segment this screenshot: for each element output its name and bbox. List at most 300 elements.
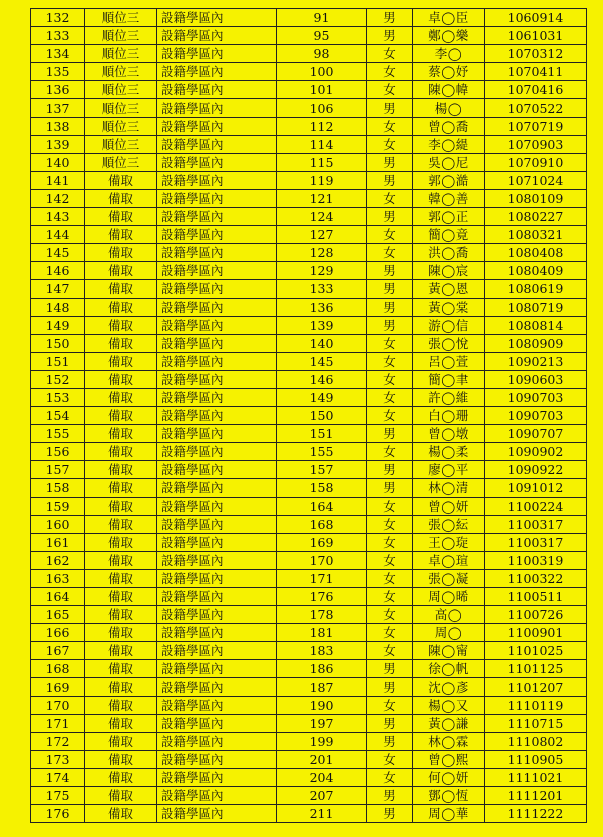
birth-date-cell: 1090603: [485, 370, 587, 388]
student-name-cell: 高◯: [413, 606, 485, 624]
row-number-cell: 173: [31, 750, 85, 768]
birth-date-cell: 1070719: [485, 117, 587, 135]
row-number-cell: 169: [31, 678, 85, 696]
student-name-cell: 徐◯帆: [413, 660, 485, 678]
order-number-cell: 199: [277, 732, 367, 750]
admission-type-cell: 備取: [85, 606, 157, 624]
student-name-cell: 卓◯臣: [413, 9, 485, 27]
row-number-cell: 143: [31, 208, 85, 226]
row-number-cell: 168: [31, 660, 85, 678]
admission-type-cell: 備取: [85, 660, 157, 678]
gender-cell: 男: [367, 714, 413, 732]
residency-category-cell: 設籍學區內: [157, 334, 277, 352]
order-number-cell: 124: [277, 208, 367, 226]
residency-category-cell: 設籍學區內: [157, 714, 277, 732]
admission-type-cell: 順位三: [85, 99, 157, 117]
student-name-cell: 鄧◯恆: [413, 787, 485, 805]
gender-cell: 男: [367, 461, 413, 479]
table-row: [31, 696, 587, 714]
residency-category-cell: 設籍學區內: [157, 732, 277, 750]
birth-date-cell: 1090213: [485, 352, 587, 370]
residency-category-cell: 設籍學區內: [157, 99, 277, 117]
row-number-cell: 142: [31, 189, 85, 207]
row-number-cell: 170: [31, 696, 85, 714]
row-number-cell: 172: [31, 732, 85, 750]
table-row: [31, 714, 587, 732]
order-number-cell: 169: [277, 533, 367, 551]
gender-cell: 男: [367, 479, 413, 497]
order-number-cell: 133: [277, 280, 367, 298]
student-name-cell: 張◯凝: [413, 569, 485, 587]
birth-date-cell: 1110802: [485, 732, 587, 750]
residency-category-cell: 設籍學區內: [157, 280, 277, 298]
student-name-cell: 許◯維: [413, 388, 485, 406]
order-number-cell: 121: [277, 189, 367, 207]
order-number-cell: 91: [277, 9, 367, 27]
admission-type-cell: 備取: [85, 678, 157, 696]
student-name-cell: 楊◯又: [413, 696, 485, 714]
gender-cell: 男: [367, 280, 413, 298]
admission-type-cell: 備取: [85, 226, 157, 244]
table-row: [31, 208, 587, 226]
birth-date-cell: 1111201: [485, 787, 587, 805]
admission-type-cell: 備取: [85, 805, 157, 823]
table-row: [31, 461, 587, 479]
residency-category-cell: 設籍學區內: [157, 660, 277, 678]
order-number-cell: 100: [277, 63, 367, 81]
birth-date-cell: 1090902: [485, 443, 587, 461]
order-number-cell: 176: [277, 588, 367, 606]
order-number-cell: 155: [277, 443, 367, 461]
table-row: [31, 298, 587, 316]
order-number-cell: 187: [277, 678, 367, 696]
row-number-cell: 164: [31, 588, 85, 606]
table-row: [31, 569, 587, 587]
residency-category-cell: 設籍學區內: [157, 588, 277, 606]
enrollment-list-sheet: [30, 8, 586, 823]
residency-category-cell: 設籍學區內: [157, 443, 277, 461]
gender-cell: 女: [367, 515, 413, 533]
gender-cell: 女: [367, 189, 413, 207]
student-name-cell: 簡◯聿: [413, 370, 485, 388]
student-name-cell: 韓◯善: [413, 189, 485, 207]
student-name-cell: 沈◯彥: [413, 678, 485, 696]
admission-type-cell: 備取: [85, 298, 157, 316]
gender-cell: 男: [367, 262, 413, 280]
admission-type-cell: 備取: [85, 479, 157, 497]
table-row: [31, 27, 587, 45]
row-number-cell: 141: [31, 171, 85, 189]
gender-cell: 女: [367, 606, 413, 624]
residency-category-cell: 設籍學區內: [157, 27, 277, 45]
gender-cell: 女: [367, 588, 413, 606]
birth-date-cell: 1101025: [485, 642, 587, 660]
gender-cell: 女: [367, 642, 413, 660]
order-number-cell: 129: [277, 262, 367, 280]
residency-category-cell: 設籍學區內: [157, 226, 277, 244]
residency-category-cell: 設籍學區內: [157, 370, 277, 388]
row-number-cell: 167: [31, 642, 85, 660]
gender-cell: 女: [367, 370, 413, 388]
student-name-cell: 周◯晞: [413, 588, 485, 606]
row-number-cell: 153: [31, 388, 85, 406]
student-name-cell: 蔡◯妤: [413, 63, 485, 81]
gender-cell: 女: [367, 551, 413, 569]
residency-category-cell: 設籍學區內: [157, 533, 277, 551]
row-number-cell: 147: [31, 280, 85, 298]
order-number-cell: 170: [277, 551, 367, 569]
birth-date-cell: 1091012: [485, 479, 587, 497]
table-row: [31, 515, 587, 533]
admission-type-cell: 備取: [85, 569, 157, 587]
admission-type-cell: 備取: [85, 551, 157, 569]
student-name-cell: 楊◯: [413, 99, 485, 117]
gender-cell: 男: [367, 660, 413, 678]
student-name-cell: 曾◯熙: [413, 750, 485, 768]
row-number-cell: 166: [31, 624, 85, 642]
residency-category-cell: 設籍學區內: [157, 750, 277, 768]
birth-date-cell: 1090703: [485, 407, 587, 425]
row-number-cell: 146: [31, 262, 85, 280]
birth-date-cell: 1080719: [485, 298, 587, 316]
residency-category-cell: 設籍學區內: [157, 768, 277, 786]
table-row: [31, 497, 587, 515]
birth-date-cell: 1100511: [485, 588, 587, 606]
residency-category-cell: 設籍學區內: [157, 606, 277, 624]
admission-type-cell: 備取: [85, 425, 157, 443]
birth-date-cell: 1100317: [485, 533, 587, 551]
admission-type-cell: 備取: [85, 352, 157, 370]
gender-cell: 女: [367, 81, 413, 99]
residency-category-cell: 設籍學區內: [157, 425, 277, 443]
table-row: [31, 316, 587, 334]
table-row: [31, 189, 587, 207]
table-row: [31, 388, 587, 406]
birth-date-cell: 1080409: [485, 262, 587, 280]
student-name-cell: 曾◯喬: [413, 117, 485, 135]
admission-type-cell: 備取: [85, 262, 157, 280]
student-name-cell: 王◯琁: [413, 533, 485, 551]
table-row: [31, 280, 587, 298]
birth-date-cell: 1060914: [485, 9, 587, 27]
birth-date-cell: 1101125: [485, 660, 587, 678]
table-row: [31, 750, 587, 768]
gender-cell: 女: [367, 45, 413, 63]
birth-date-cell: 1111222: [485, 805, 587, 823]
birth-date-cell: 1080909: [485, 334, 587, 352]
student-name-cell: 白◯珊: [413, 407, 485, 425]
order-number-cell: 197: [277, 714, 367, 732]
residency-category-cell: 設籍學區內: [157, 63, 277, 81]
table-row: [31, 135, 587, 153]
residency-category-cell: 設籍學區內: [157, 153, 277, 171]
residency-category-cell: 設籍學區內: [157, 262, 277, 280]
residency-category-cell: 設籍學區內: [157, 117, 277, 135]
enrollment-table-body: [31, 9, 587, 823]
gender-cell: 女: [367, 135, 413, 153]
student-name-cell: 游◯信: [413, 316, 485, 334]
table-row: [31, 117, 587, 135]
table-row: [31, 588, 587, 606]
admission-type-cell: 備取: [85, 443, 157, 461]
admission-type-cell: 備取: [85, 750, 157, 768]
student-name-cell: 曾◯妍: [413, 497, 485, 515]
birth-date-cell: 1080321: [485, 226, 587, 244]
order-number-cell: 183: [277, 642, 367, 660]
birth-date-cell: 1070522: [485, 99, 587, 117]
row-number-cell: 154: [31, 407, 85, 425]
row-number-cell: 136: [31, 81, 85, 99]
birth-date-cell: 1080619: [485, 280, 587, 298]
row-number-cell: 159: [31, 497, 85, 515]
student-name-cell: 周◯: [413, 624, 485, 642]
residency-category-cell: 設籍學區內: [157, 497, 277, 515]
order-number-cell: 114: [277, 135, 367, 153]
table-row: [31, 63, 587, 81]
student-name-cell: 黃◯恩: [413, 280, 485, 298]
birth-date-cell: 1080814: [485, 316, 587, 334]
row-number-cell: 137: [31, 99, 85, 117]
order-number-cell: 168: [277, 515, 367, 533]
birth-date-cell: 1111021: [485, 768, 587, 786]
birth-date-cell: 1061031: [485, 27, 587, 45]
residency-category-cell: 設籍學區內: [157, 461, 277, 479]
admission-type-cell: 備取: [85, 497, 157, 515]
gender-cell: 男: [367, 425, 413, 443]
order-number-cell: 181: [277, 624, 367, 642]
birth-date-cell: 1100901: [485, 624, 587, 642]
birth-date-cell: 1110715: [485, 714, 587, 732]
birth-date-cell: 1110905: [485, 750, 587, 768]
gender-cell: 女: [367, 407, 413, 425]
admission-type-cell: 備取: [85, 588, 157, 606]
table-row: [31, 624, 587, 642]
residency-category-cell: 設籍學區內: [157, 171, 277, 189]
residency-category-cell: 設籍學區內: [157, 551, 277, 569]
admission-type-cell: 備取: [85, 461, 157, 479]
admission-type-cell: 備取: [85, 624, 157, 642]
admission-type-cell: 備取: [85, 189, 157, 207]
gender-cell: 女: [367, 226, 413, 244]
row-number-cell: 132: [31, 9, 85, 27]
row-number-cell: 148: [31, 298, 85, 316]
birth-date-cell: 1070312: [485, 45, 587, 63]
student-name-cell: 李◯: [413, 45, 485, 63]
residency-category-cell: 設籍學區內: [157, 9, 277, 27]
admission-type-cell: 順位三: [85, 135, 157, 153]
gender-cell: 女: [367, 696, 413, 714]
row-number-cell: 157: [31, 461, 85, 479]
row-number-cell: 135: [31, 63, 85, 81]
gender-cell: 女: [367, 750, 413, 768]
table-row: [31, 606, 587, 624]
enrollment-table: [30, 8, 587, 823]
student-name-cell: 黃◯棠: [413, 298, 485, 316]
birth-date-cell: 1070416: [485, 81, 587, 99]
row-number-cell: 175: [31, 787, 85, 805]
row-number-cell: 158: [31, 479, 85, 497]
row-number-cell: 140: [31, 153, 85, 171]
row-number-cell: 152: [31, 370, 85, 388]
birth-date-cell: 1100224: [485, 497, 587, 515]
table-row: [31, 262, 587, 280]
order-number-cell: 151: [277, 425, 367, 443]
gender-cell: 男: [367, 99, 413, 117]
row-number-cell: 150: [31, 334, 85, 352]
row-number-cell: 163: [31, 569, 85, 587]
order-number-cell: 106: [277, 99, 367, 117]
admission-type-cell: 備取: [85, 515, 157, 533]
student-name-cell: 張◯悅: [413, 334, 485, 352]
table-row: [31, 768, 587, 786]
table-row: [31, 642, 587, 660]
student-name-cell: 郭◯澔: [413, 171, 485, 189]
table-row: [31, 425, 587, 443]
student-name-cell: 林◯清: [413, 479, 485, 497]
row-number-cell: 134: [31, 45, 85, 63]
birth-date-cell: 1071024: [485, 171, 587, 189]
gender-cell: 男: [367, 316, 413, 334]
gender-cell: 女: [367, 443, 413, 461]
birth-date-cell: 1080109: [485, 189, 587, 207]
admission-type-cell: 順位三: [85, 153, 157, 171]
order-number-cell: 211: [277, 805, 367, 823]
birth-date-cell: 1100726: [485, 606, 587, 624]
row-number-cell: 165: [31, 606, 85, 624]
order-number-cell: 207: [277, 787, 367, 805]
table-row: [31, 443, 587, 461]
order-number-cell: 139: [277, 316, 367, 334]
table-row: [31, 370, 587, 388]
gender-cell: 女: [367, 497, 413, 515]
residency-category-cell: 設籍學區內: [157, 624, 277, 642]
birth-date-cell: 1100322: [485, 569, 587, 587]
student-name-cell: 周◯華: [413, 805, 485, 823]
gender-cell: 女: [367, 569, 413, 587]
gender-cell: 女: [367, 352, 413, 370]
gender-cell: 女: [367, 768, 413, 786]
student-name-cell: 林◯霖: [413, 732, 485, 750]
student-name-cell: 楊◯柔: [413, 443, 485, 461]
row-number-cell: 160: [31, 515, 85, 533]
gender-cell: 男: [367, 153, 413, 171]
admission-type-cell: 備取: [85, 787, 157, 805]
row-number-cell: 151: [31, 352, 85, 370]
table-row: [31, 99, 587, 117]
order-number-cell: 157: [277, 461, 367, 479]
residency-category-cell: 設籍學區內: [157, 787, 277, 805]
table-row: [31, 787, 587, 805]
gender-cell: 男: [367, 208, 413, 226]
table-row: [31, 9, 587, 27]
admission-type-cell: 順位三: [85, 27, 157, 45]
order-number-cell: 190: [277, 696, 367, 714]
table-row: [31, 334, 587, 352]
gender-cell: 女: [367, 244, 413, 262]
gender-cell: 男: [367, 9, 413, 27]
order-number-cell: 164: [277, 497, 367, 515]
student-name-cell: 何◯妍: [413, 768, 485, 786]
gender-cell: 女: [367, 533, 413, 551]
student-name-cell: 張◯紜: [413, 515, 485, 533]
row-number-cell: 138: [31, 117, 85, 135]
admission-type-cell: 備取: [85, 768, 157, 786]
admission-type-cell: 備取: [85, 370, 157, 388]
admission-type-cell: 備取: [85, 642, 157, 660]
birth-date-cell: 1101207: [485, 678, 587, 696]
table-row: [31, 244, 587, 262]
gender-cell: 女: [367, 624, 413, 642]
birth-date-cell: 1100319: [485, 551, 587, 569]
residency-category-cell: 設籍學區內: [157, 316, 277, 334]
table-row: [31, 678, 587, 696]
order-number-cell: 127: [277, 226, 367, 244]
gender-cell: 男: [367, 787, 413, 805]
gender-cell: 女: [367, 63, 413, 81]
birth-date-cell: 1070903: [485, 135, 587, 153]
row-number-cell: 174: [31, 768, 85, 786]
table-row: [31, 81, 587, 99]
residency-category-cell: 設籍學區內: [157, 569, 277, 587]
student-name-cell: 卓◯瑄: [413, 551, 485, 569]
table-row: [31, 45, 587, 63]
table-row: [31, 805, 587, 823]
row-number-cell: 176: [31, 805, 85, 823]
birth-date-cell: 1080408: [485, 244, 587, 262]
order-number-cell: 115: [277, 153, 367, 171]
gender-cell: 男: [367, 732, 413, 750]
order-number-cell: 140: [277, 334, 367, 352]
birth-date-cell: 1070910: [485, 153, 587, 171]
gender-cell: 男: [367, 805, 413, 823]
admission-type-cell: 順位三: [85, 81, 157, 99]
student-name-cell: 郭◯正: [413, 208, 485, 226]
birth-date-cell: 1090707: [485, 425, 587, 443]
order-number-cell: 171: [277, 569, 367, 587]
order-number-cell: 149: [277, 388, 367, 406]
table-row: [31, 226, 587, 244]
admission-type-cell: 備取: [85, 244, 157, 262]
order-number-cell: 145: [277, 352, 367, 370]
residency-category-cell: 設籍學區內: [157, 696, 277, 714]
gender-cell: 男: [367, 27, 413, 45]
gender-cell: 女: [367, 334, 413, 352]
residency-category-cell: 設籍學區內: [157, 479, 277, 497]
order-number-cell: 98: [277, 45, 367, 63]
residency-category-cell: 設籍學區內: [157, 135, 277, 153]
residency-category-cell: 設籍學區內: [157, 388, 277, 406]
student-name-cell: 陳◯幃: [413, 81, 485, 99]
admission-type-cell: 備取: [85, 407, 157, 425]
admission-type-cell: 順位三: [85, 63, 157, 81]
student-name-cell: 簡◯竟: [413, 226, 485, 244]
student-name-cell: 洪◯喬: [413, 244, 485, 262]
row-number-cell: 144: [31, 226, 85, 244]
admission-type-cell: 備取: [85, 334, 157, 352]
order-number-cell: 146: [277, 370, 367, 388]
residency-category-cell: 設籍學區內: [157, 352, 277, 370]
birth-date-cell: 1070411: [485, 63, 587, 81]
admission-type-cell: 備取: [85, 533, 157, 551]
gender-cell: 男: [367, 171, 413, 189]
order-number-cell: 119: [277, 171, 367, 189]
row-number-cell: 162: [31, 551, 85, 569]
admission-type-cell: 順位三: [85, 117, 157, 135]
table-row: [31, 660, 587, 678]
order-number-cell: 186: [277, 660, 367, 678]
order-number-cell: 136: [277, 298, 367, 316]
row-number-cell: 139: [31, 135, 85, 153]
